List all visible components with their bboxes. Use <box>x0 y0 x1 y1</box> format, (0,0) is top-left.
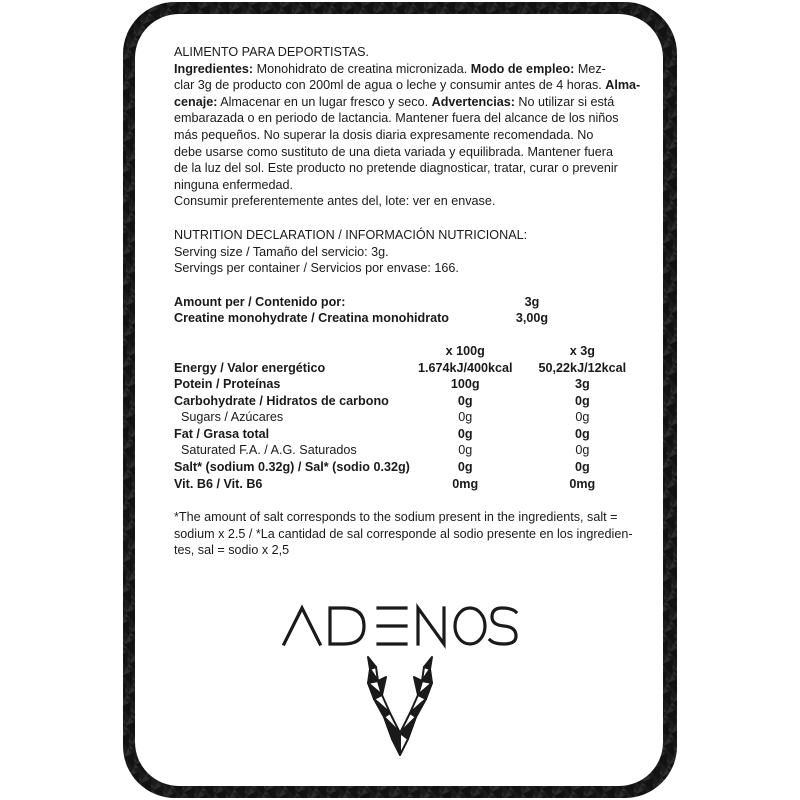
nutrient-label: Saturated F.A. / A.G. Saturados <box>181 443 357 458</box>
amount-table <box>174 294 562 327</box>
value-per-100g: 1.674kJ/400kcal <box>417 360 513 375</box>
value-per-3g: 0g <box>575 443 590 458</box>
intro-run: debe usarse como sustituto de una dieta variada y equilibrada. Mantener fuera <box>174 144 613 159</box>
intro-run: clar 3g de producto con 200ml de agua o leche y consumir antes de 4 horas. <box>174 78 606 93</box>
intro-run: embarazada o en periodo de lactancia. Mantener fuera del alcance de los niños <box>174 111 619 126</box>
column-header-100g: x 100g <box>445 343 485 358</box>
intro-run: ninguna enfermedad. <box>174 177 294 192</box>
intro-line <box>174 110 644 127</box>
nutrient-label: Carbohydrate / Hidratos de carbono <box>174 393 389 408</box>
nutrient-label: Fat / Grasa total <box>174 426 270 441</box>
intro-heading: cenaje: <box>174 94 218 109</box>
intro-run: Consumir preferentemente antes del, lote: ver en envase. <box>174 194 496 209</box>
amount-value: 3,00g <box>515 311 549 326</box>
value-per-100g: 0g <box>458 410 473 425</box>
intro-section <box>174 44 644 210</box>
nutrient-label: Vit. B6 / Vit. B6 <box>174 476 263 491</box>
intro-run: No utilizar si está <box>514 94 615 109</box>
deer-skull-icon <box>362 655 438 759</box>
nutrition-row <box>174 476 644 493</box>
intro-line <box>174 177 644 194</box>
value-per-100g: 0g <box>458 443 473 458</box>
intro-run: Almacenar en un lugar fresco y seco. <box>217 94 432 109</box>
nutrition-row <box>174 393 644 410</box>
nutrition-row <box>174 459 644 476</box>
value-per-3g: 0mg <box>569 476 596 491</box>
nutrition-table <box>174 343 644 492</box>
intro-run: más pequeños. No superar la dosis diaria expresamente recomendada. No <box>174 127 594 142</box>
nutrition-row <box>174 376 644 393</box>
nutrition-row <box>174 442 644 459</box>
brand-wordmark-logo <box>280 600 520 650</box>
nutrient-label: Sugars / Azúcares <box>181 410 284 425</box>
intro-run: Monohidrato de creatina micronizada. <box>253 61 471 76</box>
intro-line <box>174 144 644 161</box>
value-per-3g: 0g <box>574 460 590 475</box>
amount-row <box>174 294 562 311</box>
value-per-100g: 0g <box>457 393 473 408</box>
nutrient-label: Energy / Valor energético <box>174 360 326 375</box>
intro-heading: Ingredientes: <box>174 61 254 76</box>
intro-line <box>174 61 644 78</box>
amount-label: Creatine monohydrate / Creatina monohidrato <box>174 311 450 326</box>
value-per-100g: 100g <box>450 377 480 392</box>
intro-line <box>174 193 644 210</box>
intro-line <box>174 77 644 94</box>
footnote-line: tes, sal = sodio x 2,5 <box>174 543 290 558</box>
nutrient-label: Salt* (sodium 0.32g) / Sal* (sodio 0.32g) <box>174 460 410 475</box>
value-per-100g: 0mg <box>452 476 479 491</box>
salt-footnote <box>174 509 644 559</box>
value-per-100g: 0g <box>457 426 473 441</box>
declaration-title: NUTRITION DECLARATION / INFORMACIÓN NUTRICIONAL: <box>174 227 528 242</box>
value-per-3g: 3g <box>574 377 590 392</box>
amount-row <box>174 310 562 327</box>
intro-heading: Modo de empleo: <box>470 61 575 76</box>
nutrition-row <box>174 409 644 426</box>
intro-text <box>174 61 644 210</box>
footnote-line: sodium x 2.5 / *La cantidad de sal corresponde al sodio presente en los ingredien- <box>174 526 633 541</box>
value-per-3g: 0g <box>575 410 590 425</box>
footnote-line: *The amount of salt corresponds to the sodium present in the ingredients, salt = <box>174 510 618 525</box>
column-header-3g: x 3g <box>569 343 595 358</box>
nutrition-header-row <box>174 343 644 360</box>
value-per-3g: 0g <box>574 393 590 408</box>
intro-line <box>174 127 644 144</box>
amount-value: 3g <box>524 294 540 309</box>
nutrition-row <box>174 360 644 377</box>
nutrition-row <box>174 426 644 443</box>
intro-heading: Advertencias: <box>431 94 515 109</box>
servings-per-container: Servings per container / Servicios por envase: 166. <box>174 261 459 276</box>
intro-heading: Alma- <box>605 78 641 93</box>
value-per-3g: 50,22kJ/12kcal <box>538 360 627 375</box>
nutrition-declaration <box>174 227 644 277</box>
value-per-100g: 0g <box>457 460 473 475</box>
value-per-3g: 0g <box>574 426 590 441</box>
nutrient-label: Potein / Proteínas <box>174 377 281 392</box>
intro-line <box>174 160 644 177</box>
label-content <box>174 44 644 559</box>
amount-label: Amount per / Contenido por: <box>174 294 346 309</box>
intro-title: ALIMENTO PARA DEPORTISTAS. <box>174 45 370 59</box>
intro-line <box>174 94 644 111</box>
intro-run: Mez- <box>574 61 606 76</box>
intro-run: de la luz del sol. Este producto no pretende diagnosticar, tratar, curar o prevenir <box>174 161 618 176</box>
serving-size: Serving size / Tamaño del servicio: 3g. <box>174 244 389 259</box>
